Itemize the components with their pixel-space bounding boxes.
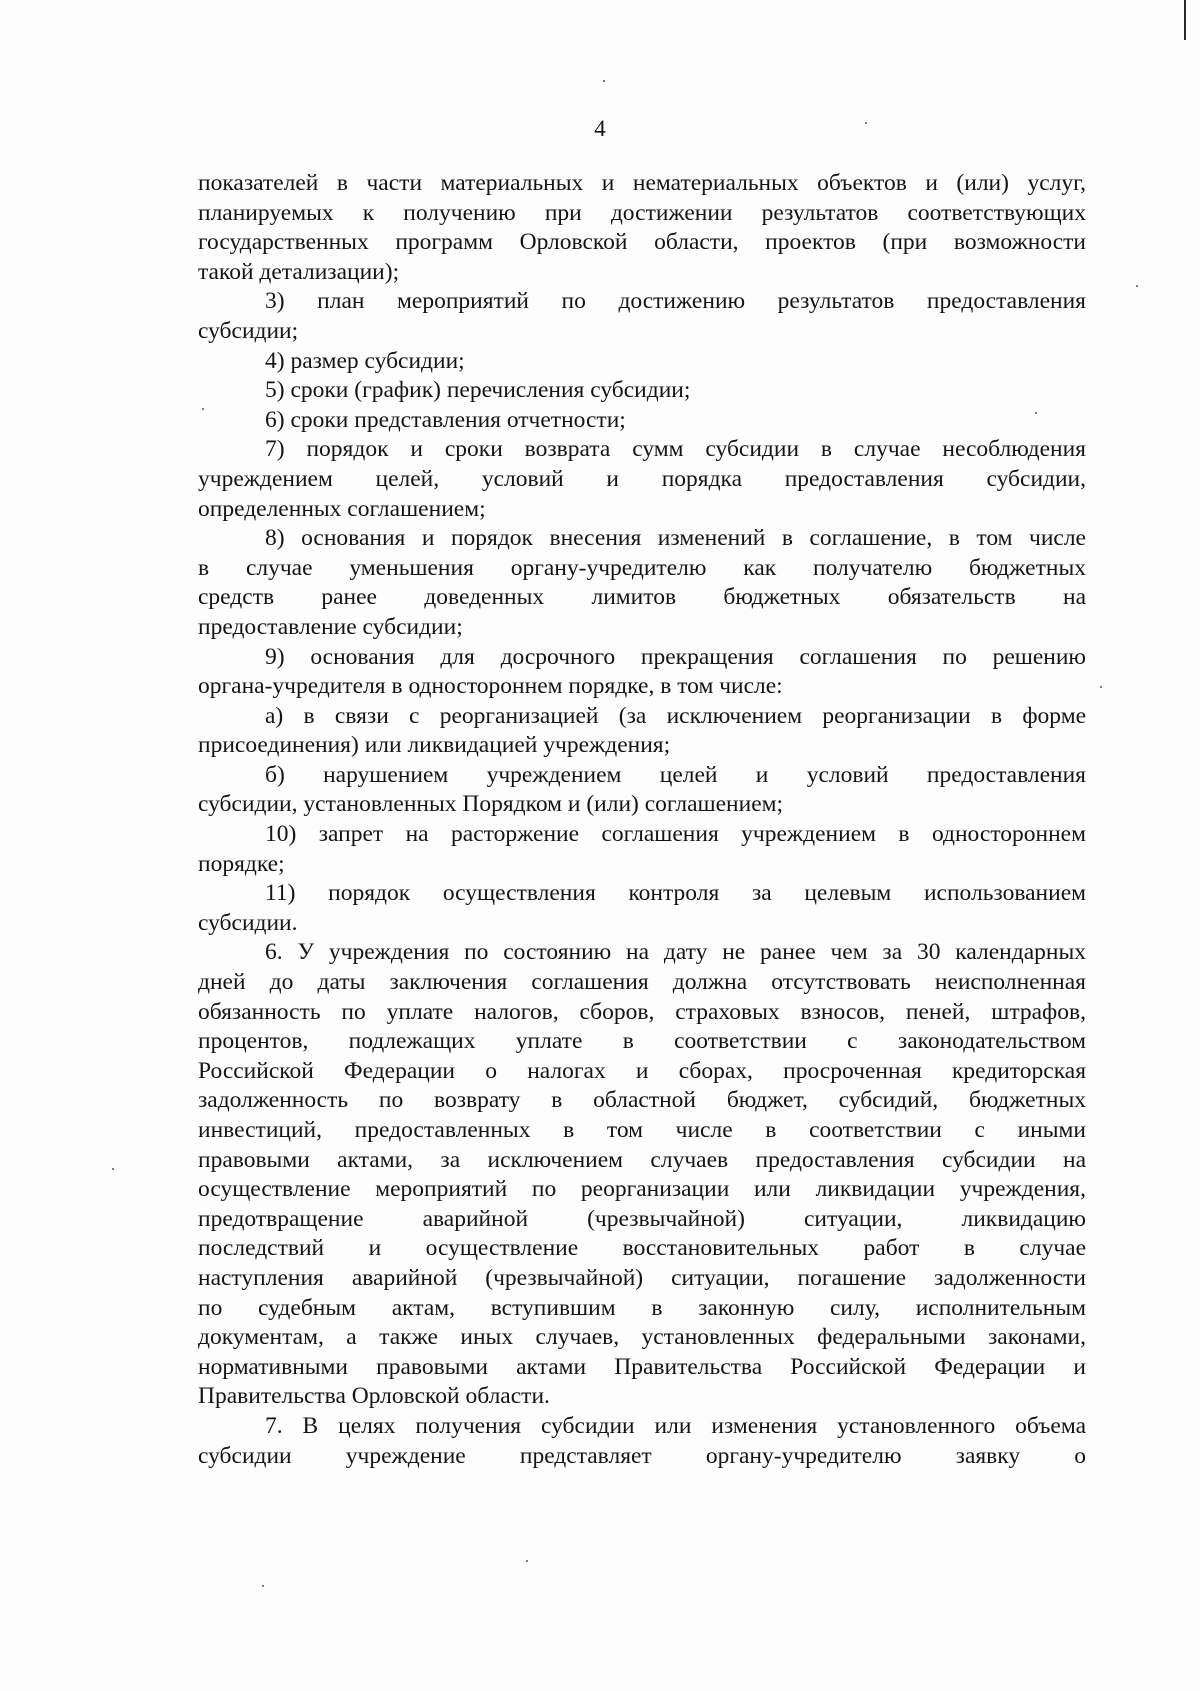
text-line: наступления аварийной (чрезвычайной) ситуации, погашение задолженности xyxy=(198,1264,1086,1291)
text-line: последствий и осуществление восстановительных работ в случае xyxy=(198,1235,1086,1262)
text-line: 7) порядок и сроки возврата сумм субсидии в случае несоблюдения xyxy=(265,436,1086,463)
text-line: субсидии. xyxy=(198,909,298,936)
text-line: 8) основания и порядок внесения изменений в соглашение, в том числе xyxy=(265,525,1086,552)
scan-speck xyxy=(112,1168,114,1170)
text-line: органа-учредителя в одностороннем порядке, в том числе: xyxy=(198,673,783,700)
scan-speck xyxy=(526,1560,528,1562)
text-line: порядке; xyxy=(198,850,285,877)
text-line: присоединения) или ликвидацией учреждения; xyxy=(198,732,671,759)
text-line: осуществление мероприятий по реорганизации или ликвидации учреждения, xyxy=(198,1176,1086,1203)
text-line: правовыми актами, за исключением случаев предоставления субсидии на xyxy=(198,1146,1086,1173)
text-line: по судебным актам, вступившим в законную силу, исполнительным xyxy=(198,1294,1086,1321)
text-line: Российской Федерации о налогах и сборах, просроченная кредиторская xyxy=(198,1057,1086,1084)
scan-speck xyxy=(202,408,204,410)
page-number: 4 xyxy=(594,116,606,141)
scan-speck xyxy=(1100,686,1102,688)
text-line: показателей в части материальных и нематериальных объектов и (или) услуг, xyxy=(198,170,1086,196)
text-line: 4) размер субсидии; xyxy=(265,347,465,374)
scan-speck xyxy=(603,80,605,82)
document-body xyxy=(198,169,1086,1471)
text-line: документам, а также иных случаев, установленных федеральными законами, xyxy=(198,1324,1086,1351)
text-line: субсидии; xyxy=(198,317,299,344)
scan-speck xyxy=(1136,285,1138,287)
text-line: дней до даты заключения соглашения должна отсутствовать неисполненная xyxy=(198,969,1086,996)
text-line: 3) план мероприятий по достижению результатов предоставления xyxy=(265,288,1086,315)
scan-speck xyxy=(1035,412,1037,414)
text-line: учреждением целей, условий и порядка предоставления субсидии, xyxy=(198,465,1086,492)
text-line: средств ранее доведенных лимитов бюджетных обязательств на xyxy=(198,584,1086,611)
text-line: обязанность по уплате налогов, сборов, страховых взносов, пеней, штрафов, xyxy=(198,998,1086,1025)
text-line: в случае уменьшения органу-учредителю как получателю бюджетных xyxy=(198,554,1086,581)
text-line: государственных программ Орловской области, проектов (при возможности xyxy=(198,229,1086,256)
text-line: инвестиций, предоставленных в том числе в соответствии с иными xyxy=(198,1117,1086,1143)
scan-speck xyxy=(865,122,867,124)
text-line: б) нарушением учреждением целей и условий предоставления xyxy=(265,761,1086,788)
text-line: 11) порядок осуществления контроля за целевым использованием xyxy=(265,880,1086,907)
text-line: а) в связи с реорганизацией (за исключением реорганизации в форме xyxy=(265,702,1086,729)
text-line: определенных соглашением; xyxy=(198,495,486,522)
text-line: планируемых к получению при достижении результатов соответствующих xyxy=(198,199,1086,226)
text-line: Правительства Орловской области. xyxy=(198,1383,550,1410)
text-line: предоставление субсидии; xyxy=(198,613,463,640)
text-line: такой детализации); xyxy=(198,258,400,285)
text-line: 9) основания для досрочного прекращения соглашения по решению xyxy=(265,643,1086,670)
text-line: 5) сроки (график) перечисления субсидии; xyxy=(265,377,691,404)
text-line: предотвращение аварийной (чрезвычайной) ситуации, ликвидацию xyxy=(198,1205,1086,1232)
text-line: задолженность по возврату в областной бюджет, субсидий, бюджетных xyxy=(198,1087,1086,1114)
text-line: 6. У учреждения по состоянию на дату не ранее чем за 30 календарных xyxy=(265,939,1086,966)
text-line: субсидии учреждение представляет органу-учредителю заявку о xyxy=(198,1442,1086,1469)
text-line: нормативными правовыми актами Правительства Российской Федерации и xyxy=(198,1353,1086,1380)
text-line: 7. В целях получения субсидии или изменения установленного объема xyxy=(265,1412,1086,1439)
scan-speck xyxy=(262,1585,264,1587)
text-line: 6) сроки представления отчетности; xyxy=(265,406,626,433)
text-line: процентов, подлежащих уплате в соответствии с законодательством xyxy=(198,1028,1086,1055)
text-line: 10) запрет на расторжение соглашения учреждением в одностороннем xyxy=(265,821,1086,848)
text-line: субсидии, установленных Порядком и (или) соглашением; xyxy=(198,791,784,818)
scan-edge-mark xyxy=(1184,0,1186,40)
